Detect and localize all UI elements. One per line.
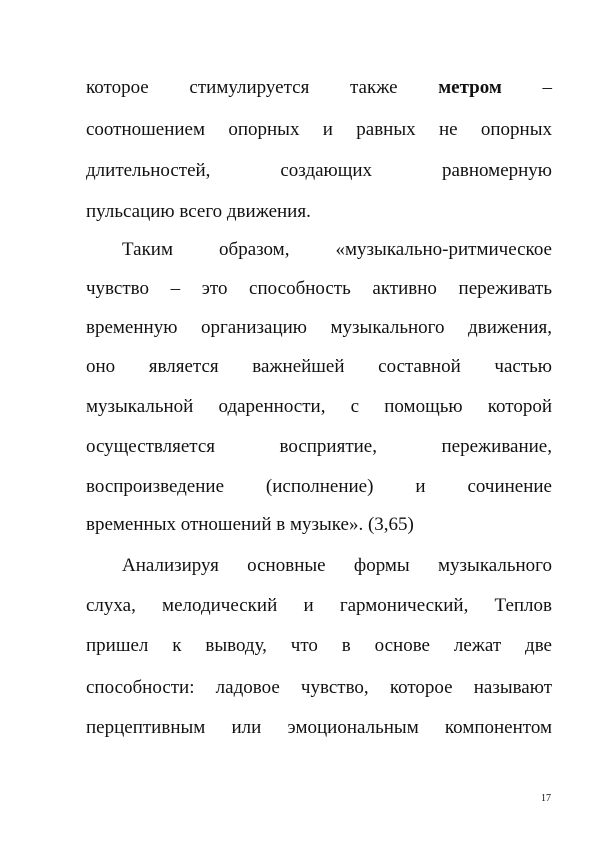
line-text: которое стимулируется также — [86, 77, 439, 98]
paragraph-line: пришел к выводу, что в основе лежат две — [86, 635, 552, 656]
paragraph-line: перцептивным или эмоциональным компонентом — [86, 717, 552, 738]
paragraph-line: соотношением опорных и равных не опорных — [86, 119, 552, 140]
paragraph-line: осуществляется восприятие, переживание, — [86, 436, 552, 457]
paragraph-line: временную организацию музыкального движения, — [86, 317, 552, 338]
bold-term: метром — [438, 77, 502, 98]
paragraph-line: способности: ладовое чувство, которое называют — [86, 677, 552, 698]
paragraph-line: Анализируя основные формы музыкального — [122, 555, 552, 576]
paragraph-line: временных отношений в музыке». (3,65) — [86, 514, 414, 535]
paragraph-line: музыкальной одаренности, с помощью которой — [86, 396, 552, 417]
paragraph-line: длительностей, создающих равномерную — [86, 160, 552, 181]
paragraph-line: Таким образом, «музыкально-ритмическое — [122, 239, 552, 260]
paragraph-line: оно является важнейшей составной частью — [86, 356, 552, 377]
paragraph-line: пульсацию всего движения. — [86, 201, 311, 222]
paragraph-line — [86, 76, 552, 100]
page-number: 17 — [541, 793, 551, 804]
paragraph-line: чувство – это способность активно переживать — [86, 278, 552, 299]
line-text-end: – — [501, 77, 553, 98]
paragraph-line: воспроизведение (исполнение) и сочинение — [86, 476, 552, 497]
paragraph-line: слуха, мелодический и гармонический, Теплов — [86, 595, 552, 616]
